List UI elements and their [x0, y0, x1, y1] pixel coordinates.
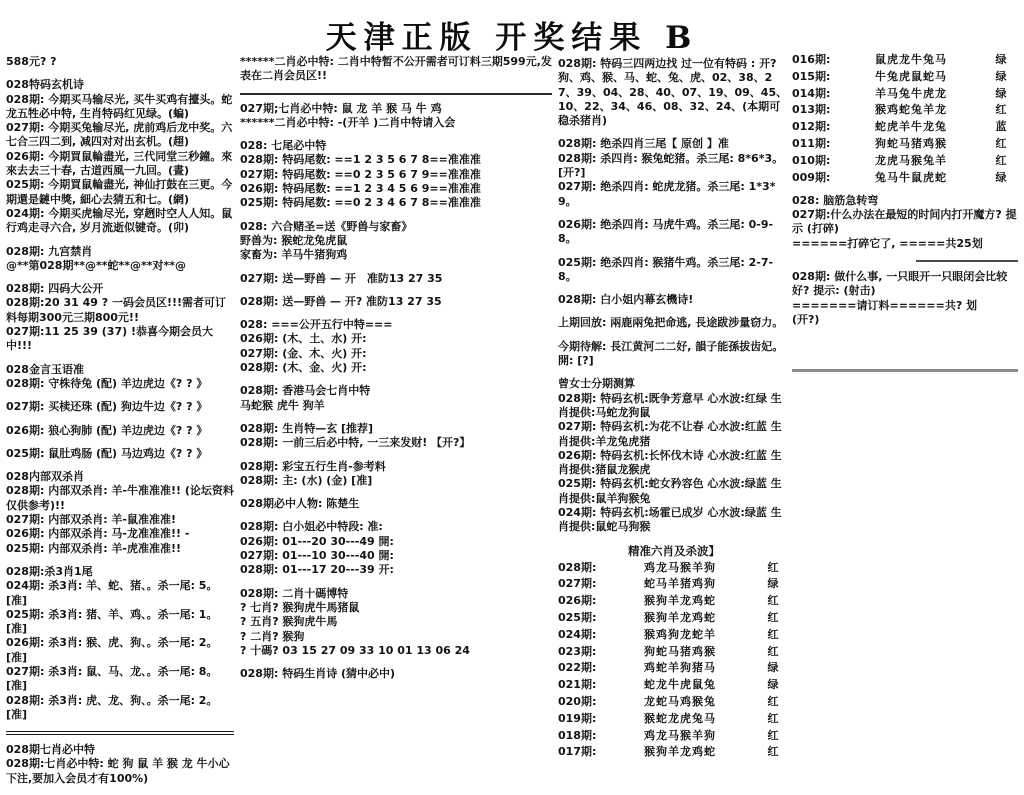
table-row	[792, 87, 1018, 101]
color-cell: 蓝	[995, 120, 1007, 134]
table-row	[792, 53, 1018, 67]
text-line: 026期: (木、土、水) 开:	[240, 332, 367, 346]
text-line: 028期: 01---17 20---39 开:	[240, 563, 394, 577]
animals-cell: 兔马牛鼠虎蛇	[875, 170, 947, 184]
color-cell: 红	[767, 711, 779, 725]
color-cell: 红	[767, 560, 779, 574]
text-line: 028期: 主: (水) (金) [准]	[240, 473, 373, 487]
color-cell: 红	[995, 153, 1007, 167]
six-zodiac-kill-wave-table	[558, 544, 790, 760]
text-line: 028内部双杀肖	[6, 470, 84, 484]
table-row	[792, 70, 1018, 84]
text-block	[558, 316, 790, 330]
text-line: 028期: 特码三四两边找 过一位有特码 : 开?	[558, 57, 777, 70]
period-cell: 013期:	[792, 103, 831, 117]
text-block	[240, 520, 552, 577]
period-cell: 028期:	[558, 560, 597, 574]
text-line: 028: ===公开五行中特===	[240, 318, 393, 332]
animals-cell: 猴狗羊龙鸡蛇	[644, 610, 716, 624]
animals-cell: 狗蛇马猪鸡猴	[875, 136, 947, 150]
color-cell: 红	[767, 728, 779, 742]
text-line: 028期必中人物: 陈楚生	[240, 497, 360, 511]
text-line: 027期: 特码尾数: ==0 2 3 5 6 7 9==准准准	[240, 167, 481, 181]
text-block	[558, 137, 790, 208]
text-line: 028期: 特码生肖诗 (猜中必中)	[240, 667, 396, 681]
text-line: 025期: 特码尾数: ==0 2 3 4 6 7 8==准准准	[240, 196, 481, 210]
text-line: 今期待解: 長江黄河二二好, 韻子能孫拔齿妃。開: [?]	[558, 339, 784, 368]
period-cell: 024期:	[558, 627, 597, 641]
text-line: 588元? ?	[6, 55, 57, 68]
text-line: 025期: 特码玄机:蛇女矜容色 心水波:绿蓝 生肖提供:鼠羊狗猴兔	[558, 477, 782, 505]
table-row	[558, 729, 790, 743]
text-block	[240, 667, 552, 681]
text-line: 028期: 特码尾数: ==1 2 3 5 6 7 8==准准准	[240, 153, 481, 167]
text-line: 027期: 01---10 30---40 開:	[240, 549, 394, 563]
text-line: ******二肖必中特: -(开羊 )二肖中特请入会	[240, 115, 456, 129]
text-line: 狗、鸡、猴、马、蛇、兔、虎、02、38、27、39、04、28、40、07、19、09、45、10、22、34、46、08、32、24、(本期可稳杀猪肖)	[558, 71, 788, 128]
text-line: 025期: 杀3肖: 猪、羊、鸡、。杀一尾: 1。[准]	[6, 607, 218, 636]
color-cell: 绿	[995, 86, 1007, 100]
text-line: 马蛇猴 虎牛 狗羊	[240, 398, 325, 412]
text-block	[240, 460, 552, 489]
color-cell: 红	[767, 594, 779, 608]
divider	[240, 93, 552, 95]
text-line: 028期: 白小姐必中特段: 准:	[240, 520, 383, 534]
text-line: 026期: 狼心狗肺 (配) 羊边虎边《? ? 》	[6, 423, 208, 437]
text-line: 028期: 守株待兔 (配) 羊边虎边《? ? 》	[6, 376, 208, 390]
period-cell: 014期:	[792, 86, 831, 100]
text-block	[240, 102, 552, 131]
text-line: ? 二肖? 猴狗	[240, 629, 305, 643]
text-line: 027期: 买椟还珠 (配) 狗边牛边《? ? 》	[6, 400, 208, 414]
text-line: 曾女士分期测算	[558, 377, 635, 391]
text-line: ======打碎它了, =====共25划	[792, 236, 983, 250]
animals-cell: 蛇虎羊牛龙兔	[875, 120, 947, 134]
period-cell: 010期:	[792, 153, 831, 167]
period-cell: 009期:	[792, 170, 831, 184]
text-line: 028期: 杀四肖: 猴兔蛇猪。杀三尾: 8*6*3。[开?]	[558, 151, 784, 180]
text-line: 028期: (木、金、火) 开:	[240, 361, 367, 375]
text-line: 028期: 杀3肖: 虎、龙、狗、。杀一尾: 2。[准]	[6, 693, 218, 721]
text-line: 025期: 内部双杀肖: 羊-虎准准准!!	[6, 541, 182, 555]
text-line: 026期: 特码玄机:长怀伐木诗 心水波:红蓝 生肖提供:猪鼠龙猴虎	[558, 448, 782, 477]
text-block	[240, 318, 552, 375]
text-line: 024期: 杀3肖: 羊、蛇、猪、。杀一尾: 5。[准]	[6, 579, 218, 607]
color-cell: 红	[995, 136, 1007, 150]
text-line: 025期: 鼠肚鸡肠 (配) 马边鸡边《? ? 》	[6, 446, 208, 460]
animals-cell: 羊马兔牛虎龙	[875, 86, 947, 100]
text-line: 027期:什么办法在最短的时间内打开魔方? 提示 (打碎)	[792, 208, 1017, 236]
color-cell: 红	[767, 694, 779, 708]
text-block	[240, 272, 552, 286]
text-block	[240, 55, 552, 84]
text-line: 026期: 01---20 30---49 開:	[240, 534, 394, 548]
text-block	[6, 565, 234, 722]
text-line: 027期;七肖必中特: 鼠 龙 羊 猴 马 牛 鸡	[240, 101, 442, 115]
text-block	[240, 384, 552, 413]
color-cell: 红	[767, 745, 779, 759]
text-line: 024期: 特码玄机:场霍已成岁 心水波:绿蓝 生肖提供:鼠蛇马狗猴	[558, 506, 782, 534]
text-line: 028期: 香港马会七肖中特	[240, 384, 371, 398]
table-row	[558, 645, 790, 659]
text-block	[558, 293, 790, 307]
divider	[792, 369, 1018, 372]
text-line: 028期: 四码大公开	[6, 282, 104, 296]
animals-cell: 鸡龙马猴羊狗	[644, 560, 716, 574]
text-line: 028期七肖必中特	[6, 743, 95, 757]
text-line: 028: 七尾必中特	[240, 139, 327, 153]
text-block	[6, 55, 234, 69]
divider	[6, 731, 234, 735]
text-block	[6, 447, 234, 461]
period-cell: 018期:	[558, 728, 597, 742]
color-cell: 红	[767, 627, 779, 641]
table-row	[792, 171, 1018, 185]
text-line: 028期: 一前三后必中特, 一三来发财! 【开?】	[240, 436, 471, 450]
text-line: 026期: 内部双杀肖: 马-龙准准准!! -	[6, 527, 190, 541]
text-block	[558, 256, 790, 285]
text-block	[6, 78, 234, 235]
text-block	[558, 57, 790, 128]
text-line: 028特码玄机诗	[6, 78, 84, 92]
period-cell: 016期:	[792, 53, 831, 66]
color-cell: 绿	[995, 69, 1007, 83]
text-line: 026期: 杀3肖: 猴、虎、狗、。杀一尾: 2。[准]	[6, 636, 218, 664]
text-line: ? 七肖? 猴狗虎牛馬猪鼠	[240, 600, 360, 614]
period-cell: 011期:	[792, 136, 831, 150]
page-title: 天津正版 开奖结果 B	[325, 20, 699, 56]
animals-cell: 龙蛇马鸡猴兔	[644, 694, 716, 708]
text-line: 025期: 今期買鼠輪盡光, 神仙打鼓在三更。今期還是鏈中獎, 細心去猜五和七。(網)	[6, 178, 233, 206]
period-cell: 019期:	[558, 711, 597, 725]
animals-cell: 鼠虎龙牛兔马	[875, 53, 947, 66]
table-row	[558, 577, 790, 591]
text-line: 027期: 送—野兽 — 开 准防13 27 35	[240, 271, 443, 285]
text-line: 028金言玉语准	[6, 362, 84, 376]
text-line: 028期: 送—野兽 — 开? 准防13 27 35	[240, 294, 442, 308]
color-cell: 绿	[995, 53, 1007, 66]
text-block	[6, 363, 234, 392]
color-cell: 红	[767, 610, 779, 624]
animals-cell: 猴鸡蛇兔羊龙	[875, 103, 947, 117]
text-line: 野兽为: 猴蛇龙兔虎鼠	[240, 233, 348, 247]
table-row	[558, 561, 790, 575]
period-cell: 012期:	[792, 120, 831, 134]
text-block	[6, 400, 234, 414]
text-block	[240, 139, 552, 210]
text-block	[6, 424, 234, 438]
color-cell: 绿	[767, 661, 779, 675]
text-line: 028期:杀3肖1尾	[6, 564, 93, 578]
animals-cell: 猴狗羊龙鸡蛇	[644, 745, 716, 759]
text-line: 028: 脑筋急转弯	[792, 193, 879, 207]
text-line: 028期: 今期买马输尽光, 买牛买鸡有擡头。蛇龙五牲必中特, 生肖特码红见绿。(蝙)	[6, 92, 233, 120]
text-block	[6, 470, 234, 556]
table-row	[792, 154, 1018, 168]
period-cell: 021期:	[558, 678, 597, 692]
text-block	[558, 377, 790, 534]
text-block	[240, 587, 552, 658]
text-line: ? 十碼? 03 15 27 09 33 10 01 13 06 24	[240, 643, 470, 657]
text-block	[6, 245, 234, 274]
text-block	[240, 497, 552, 511]
animals-cell: 龙虎马猴兔羊	[875, 153, 947, 167]
six-zodiac-kill-wave-table-continued	[792, 53, 1018, 185]
text-block	[240, 295, 552, 309]
divider	[916, 260, 1018, 262]
period-cell: 025期:	[558, 610, 597, 624]
animals-cell: 猴狗羊龙鸡蛇	[644, 594, 716, 608]
color-cell: 绿	[767, 678, 779, 692]
table-row	[792, 137, 1018, 151]
text-line: 028期:七肖必中特: 蛇 狗 鼠 羊 猴 龙 牛小心下注,要加入会员才有100%)	[6, 757, 230, 785]
text-line: 024期: 今期买虎输尽光, 穿趔时空人人知。鼠行鸡走寻六合, 岁月流逝似键奇。(卯)	[6, 206, 233, 235]
text-line: 028期: 特码玄机:既争芳意早 心水波:红绿 生肖提供:马蛇龙狗鼠	[558, 391, 782, 419]
table-row	[558, 712, 790, 726]
text-line: 026期: 今期買鼠輪盡光, 三代同堂三秒鐘。來來去去三十春, 古道西風一九回。(晝)	[6, 149, 233, 178]
column-4	[792, 53, 1018, 372]
color-cell: 红	[767, 644, 779, 658]
text-block	[240, 422, 552, 451]
color-cell: 红	[995, 103, 1007, 117]
text-line: 028期: 内部双杀肖: 羊-牛准准准!! (论坛资料仅供参考)!!	[6, 484, 234, 512]
table-row	[792, 103, 1018, 117]
text-block	[240, 220, 552, 263]
table-title: 精准六肖及杀波】	[628, 543, 720, 558]
animals-cell: 狗蛇马猪鸡猴	[644, 644, 716, 658]
text-line: 027期: 绝杀四肖: 蛇虎龙猪。杀三尾: 1*3*9。	[558, 180, 776, 208]
period-cell: 023期:	[558, 644, 597, 658]
column-2	[240, 55, 552, 690]
text-line: 027期: 内部双杀肖: 羊-鼠准准准!	[6, 513, 176, 527]
period-cell: 020期:	[558, 694, 597, 708]
table-row	[558, 628, 790, 642]
table-row	[558, 745, 790, 759]
text-line: 028期: 白小姐内幕玄機诗!	[558, 293, 694, 307]
animals-cell: 蛇马羊猪鸡狗	[644, 577, 716, 591]
table-row	[558, 661, 790, 675]
animals-cell: 鸡蛇羊狗猪马	[644, 661, 716, 675]
animals-cell: 猴蛇龙虎兔马	[644, 711, 716, 725]
color-cell: 绿	[995, 170, 1007, 184]
text-line: 028期: 生肖特—玄 [推荐]	[240, 421, 374, 435]
table-row	[792, 120, 1018, 134]
column-3	[558, 57, 790, 769]
text-line: =======请订料======共? 划	[792, 298, 978, 312]
animals-cell: 猴鸡狗龙蛇羊	[644, 627, 716, 641]
text-block	[558, 340, 790, 369]
text-line: 上期回放: 兩鹿兩兔把命逃, 長途跋涉量窃力。	[558, 316, 784, 330]
period-cell: 027期:	[558, 577, 597, 591]
period-cell: 015期:	[792, 69, 831, 83]
text-line: 028期:20 31 49 ? 一码会员区!!!需者可订料每期300元三期800元!!	[6, 296, 227, 324]
text-block	[6, 743, 234, 786]
text-block	[558, 218, 790, 247]
period-cell: 022期:	[558, 661, 597, 675]
text-line: 027期: (金、木、火) 开:	[240, 346, 367, 360]
text-line: 027期: 特码玄机:为花不让春 心水波:红蓝 生肖提供:羊龙兔虎猪	[558, 420, 782, 448]
table-row	[558, 594, 790, 608]
animals-cell: 蛇龙牛虎鼠兔	[644, 678, 716, 692]
text-line: 028期: 九宫禁肖	[6, 244, 93, 258]
text-line: ******二肖必中特: 二肖中特暂不公开需者可订料三期599元,发表在二肖会员区!!	[240, 55, 552, 83]
text-line: 028期: 彩宝五行生肖-参考料	[240, 459, 386, 473]
text-line: @**第028期**@**蛇**@**对**@	[6, 258, 186, 272]
text-line: 028期: 二肖十碼博特	[240, 586, 349, 600]
text-line: ? 五肖? 猴狗虎牛馬	[240, 615, 338, 629]
color-cell: 绿	[767, 577, 779, 591]
table-row	[558, 611, 790, 625]
text-line: (开?)	[792, 312, 820, 326]
text-line: 026期: 特码尾数: ==1 2 3 4 5 6 9==准准准	[240, 182, 481, 196]
period-cell: 026期:	[558, 594, 597, 608]
text-line: 028: 六合赌圣=送《野兽与家畜》	[240, 219, 413, 233]
text-line: 028期: 绝杀四肖三尾【 原创 】准	[558, 137, 729, 151]
text-line: 027期:11 25 39 (37) !恭喜今期会员大中!!!	[6, 325, 213, 353]
text-block	[792, 270, 1018, 327]
text-line: 028期: 做什么事, 一只眼开一只眼闭会比较好? 提示: (射击)	[792, 270, 1008, 298]
text-block	[6, 282, 234, 353]
table-row	[558, 695, 790, 709]
animals-cell: 牛兔虎鼠蛇马	[875, 69, 947, 83]
animals-cell: 鸡龙马猴羊狗	[644, 728, 716, 742]
text-line: 026期: 绝杀四肖: 马虎牛鸡。杀三尾: 0-9-8。	[558, 217, 774, 246]
text-line: 027期: 杀3肖: 鼠、马、龙、。杀一尾: 8。[准]	[6, 664, 218, 693]
table-row	[558, 678, 790, 692]
period-cell: 017期:	[558, 745, 597, 759]
text-block	[792, 194, 1018, 251]
text-line: 025期: 绝杀四肖: 猴猪牛鸡。杀三尾: 2-7-8。	[558, 255, 774, 283]
text-line: 家畜为: 羊马牛猪狗鸡	[240, 248, 348, 262]
column-1	[6, 55, 234, 795]
text-line: 027期: 今期买兔输尽光, 虎前鸡后龙中奖。六七合三四二到, 减四对对出玄机。(趐)	[6, 121, 233, 149]
